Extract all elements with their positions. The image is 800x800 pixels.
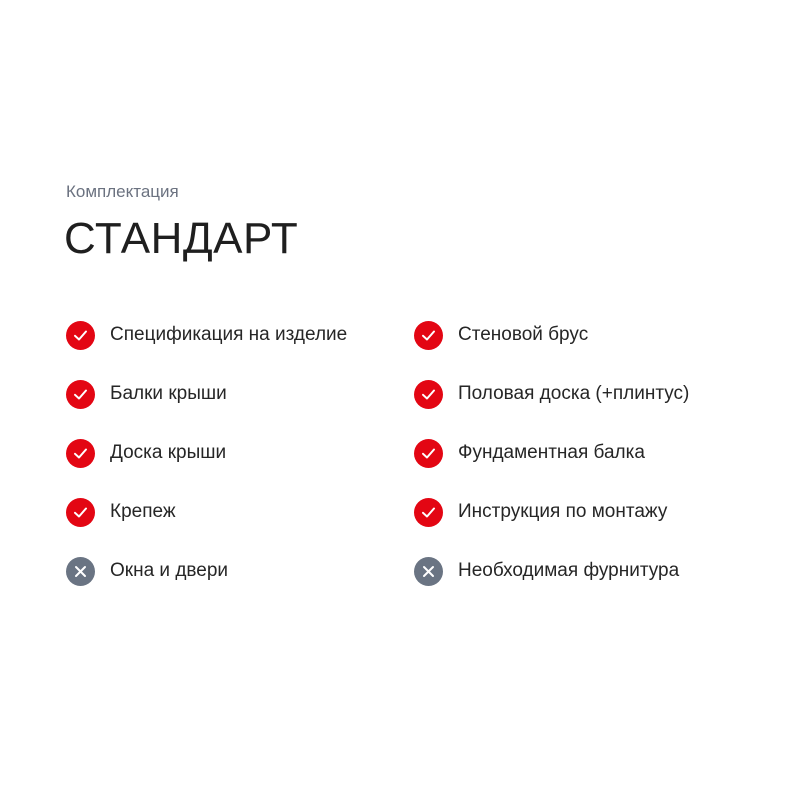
feature-item [414, 497, 754, 527]
feature-label: Доска крыши [110, 442, 227, 463]
check-icon [66, 498, 95, 527]
feature-label: Инструкция по монтажу [458, 501, 668, 522]
cross-icon [66, 557, 95, 586]
package-title: СТАНДАРТ [64, 214, 299, 263]
cross-icon [414, 557, 443, 586]
feature-label: Балки крыши [110, 383, 227, 404]
package-section [64, 180, 766, 581]
check-icon [66, 321, 95, 350]
feature-item [66, 320, 414, 350]
check-icon [414, 321, 443, 350]
feature-item [66, 497, 414, 527]
feature-item [66, 379, 414, 409]
check-icon [66, 380, 95, 409]
feature-label: Крепеж [110, 501, 176, 522]
feature-item [414, 438, 754, 468]
feature-item [66, 556, 414, 586]
check-icon [414, 498, 443, 527]
feature-item [414, 556, 754, 586]
check-icon [414, 439, 443, 468]
feature-label: Необходимая фурнитура [458, 560, 680, 581]
feature-list [66, 320, 766, 615]
feature-label: Окна и двери [110, 560, 229, 581]
feature-item [414, 320, 754, 350]
check-icon [414, 380, 443, 409]
feature-item [414, 379, 754, 409]
feature-label: Спецификация на изделие [110, 324, 348, 345]
feature-label: Половая доска (+плинтус) [458, 383, 690, 404]
section-subtitle: Комплектация [66, 182, 179, 201]
feature-label: Фундаментная балка [458, 442, 645, 463]
check-icon [66, 439, 95, 468]
feature-label: Стеновой брус [458, 324, 589, 345]
feature-item [66, 438, 414, 468]
